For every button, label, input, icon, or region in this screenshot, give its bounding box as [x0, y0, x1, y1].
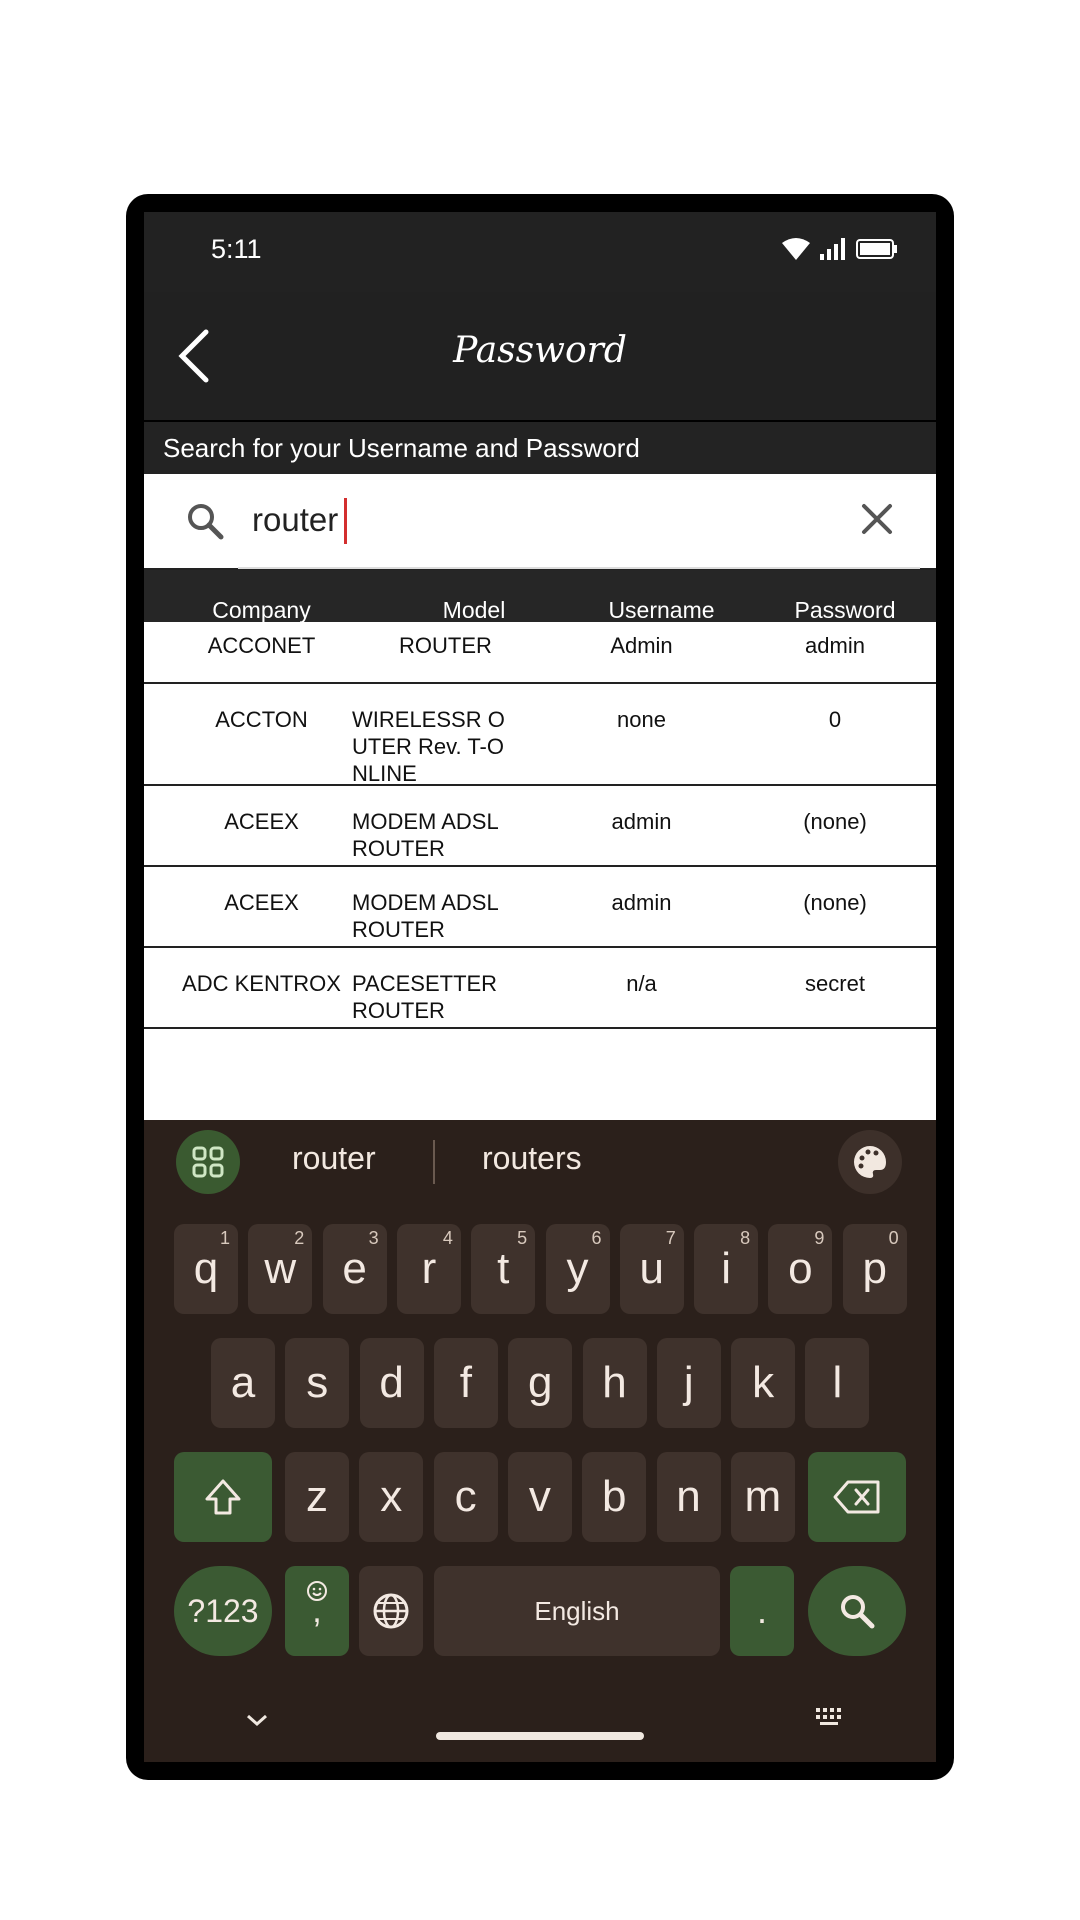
cell-model: MODEM ADSL ROUTER: [352, 890, 498, 942]
key-c[interactable]: [434, 1452, 498, 1542]
table-row[interactable]: [144, 867, 936, 948]
key-e-number-hint: 3: [368, 1228, 379, 1248]
key-g[interactable]: [508, 1338, 572, 1428]
cell-password: admin: [805, 633, 865, 658]
backspace-icon: [832, 1479, 882, 1515]
key-e-label: e: [342, 1244, 367, 1293]
period-key[interactable]: [730, 1566, 794, 1656]
key-n[interactable]: [657, 1452, 721, 1542]
key-q[interactable]: [174, 1224, 238, 1314]
key-u[interactable]: [620, 1224, 684, 1314]
key-c-label: c: [454, 1472, 477, 1521]
theme-button[interactable]: [838, 1130, 902, 1194]
wifi-icon: [782, 238, 810, 260]
table-row[interactable]: [144, 948, 936, 1029]
key-p[interactable]: [843, 1224, 907, 1314]
key-o[interactable]: [768, 1224, 832, 1314]
key-s[interactable]: [285, 1338, 349, 1428]
app-bar: [144, 292, 936, 422]
key-y[interactable]: [546, 1224, 610, 1314]
text-cursor: [344, 498, 347, 544]
key-e[interactable]: [323, 1224, 387, 1314]
soft-keyboard: [144, 1120, 936, 1762]
search-hint-label: Search for your Username and Password: [144, 422, 936, 474]
header-company: Company: [212, 596, 311, 623]
key-w[interactable]: [248, 1224, 312, 1314]
cell-username: Admin: [610, 633, 673, 658]
search-input[interactable]: [252, 494, 732, 546]
key-d-label: d: [379, 1358, 404, 1407]
key-m[interactable]: [731, 1452, 795, 1542]
cell-company: ADC KENTROX: [182, 971, 341, 996]
status-icons: [782, 238, 898, 260]
key-w-label: w: [264, 1244, 297, 1293]
key-a[interactable]: [211, 1338, 275, 1428]
cell-company: ACCONET: [207, 633, 316, 658]
header-username: Username: [608, 596, 715, 623]
cell-username: n/a: [626, 971, 657, 996]
apps-grid-button[interactable]: [176, 1130, 240, 1194]
emoji-icon: [306, 1580, 328, 1602]
key-d[interactable]: [360, 1338, 424, 1428]
key-u-number-hint: 7: [665, 1228, 676, 1248]
cell-username: admin: [611, 890, 672, 915]
search-icon: [186, 502, 224, 540]
key-o-number-hint: 9: [814, 1228, 825, 1248]
shift-key[interactable]: [174, 1452, 272, 1542]
phone-screen: [144, 212, 936, 1762]
key-t-label: t: [497, 1244, 510, 1293]
status-time: 5:11: [211, 234, 262, 264]
key-l[interactable]: [805, 1338, 869, 1428]
key-q-number-hint: 1: [219, 1228, 230, 1248]
header-password: Password: [794, 596, 896, 623]
cell-model: ROUTER: [399, 633, 492, 658]
cell-password: 0: [828, 707, 842, 732]
signal-icon: [820, 238, 846, 260]
key-b-label: b: [601, 1472, 627, 1521]
keyboard-switch-icon[interactable]: [814, 1706, 846, 1728]
key-v[interactable]: [508, 1452, 572, 1542]
key-t-number-hint: 5: [517, 1228, 528, 1248]
key-p-label: p: [862, 1244, 887, 1293]
key-t[interactable]: [471, 1224, 535, 1314]
key-a-label: a: [230, 1358, 256, 1407]
key-j-label: j: [683, 1358, 694, 1407]
suggestion-1[interactable]: router: [292, 1140, 376, 1176]
suggestion-divider: [433, 1140, 435, 1184]
gesture-nav-handle[interactable]: [436, 1732, 644, 1740]
emoji-comma-key-label: ,: [312, 1591, 322, 1630]
symbols-key[interactable]: [174, 1566, 272, 1656]
key-l-label: l: [832, 1358, 843, 1407]
key-g-label: g: [527, 1358, 553, 1407]
key-j[interactable]: [657, 1338, 721, 1428]
cell-password: (none): [803, 809, 867, 834]
key-q-label: q: [193, 1244, 219, 1293]
battery-icon: [856, 238, 898, 260]
key-w-number-hint: 2: [294, 1228, 305, 1248]
key-v-label: v: [528, 1472, 551, 1521]
language-key[interactable]: [359, 1566, 423, 1656]
cell-company: ACEEX: [224, 890, 299, 915]
key-y-number-hint: 6: [591, 1228, 602, 1248]
results-table: [144, 633, 936, 1120]
key-i-number-hint: 8: [740, 1228, 751, 1248]
cell-model: MODEM ADSL ROUTER: [352, 809, 498, 861]
symbols-key-label: ?123: [187, 1592, 259, 1629]
table-row[interactable]: [144, 684, 936, 786]
key-y-label: y: [566, 1244, 589, 1293]
key-n-label: n: [676, 1472, 701, 1521]
suggestion-2[interactable]: routers: [482, 1140, 582, 1176]
key-r-label: r: [421, 1244, 437, 1293]
apps-grid-icon: [176, 1130, 240, 1194]
key-f-label: f: [459, 1358, 472, 1407]
key-i[interactable]: [694, 1224, 758, 1314]
key-b[interactable]: [582, 1452, 646, 1542]
key-f[interactable]: [434, 1338, 498, 1428]
status-bar: [144, 212, 936, 292]
space-key-label: English: [534, 1595, 620, 1626]
cell-model: WIRELESSR OUTER Rev. T-ONLINE: [352, 707, 505, 786]
suggestion-strip: [144, 1120, 936, 1200]
key-z-label: z: [306, 1472, 328, 1521]
cell-password: (none): [803, 890, 867, 915]
key-s-label: s: [306, 1358, 329, 1407]
space-key[interactable]: [434, 1566, 720, 1656]
key-x[interactable]: [359, 1452, 423, 1542]
cell-password: secret: [805, 971, 865, 996]
cell-model: PACESETTER ROUTER: [352, 971, 498, 1023]
close-icon[interactable]: [860, 502, 894, 536]
key-i-label: i: [721, 1244, 731, 1293]
header-model: Model: [442, 596, 506, 623]
key-r-number-hint: 4: [442, 1228, 453, 1248]
table-row[interactable]: [144, 622, 936, 684]
key-m-label: m: [744, 1472, 782, 1521]
search-icon: [837, 1591, 877, 1631]
page-title: Password: [453, 330, 627, 371]
key-h-label: h: [602, 1358, 627, 1407]
search-underline: [238, 567, 920, 569]
key-r[interactable]: [397, 1224, 461, 1314]
period-key-label: .: [756, 1590, 767, 1631]
key-z[interactable]: [285, 1452, 349, 1542]
key-k[interactable]: [731, 1338, 795, 1428]
palette-icon: [838, 1130, 902, 1194]
globe-icon: [371, 1591, 411, 1631]
search-bar: [144, 474, 936, 568]
shift-icon: [201, 1475, 245, 1519]
key-u-label: u: [639, 1244, 665, 1293]
cell-company: ACEEX: [224, 809, 299, 834]
cell-username: none: [617, 707, 666, 732]
cell-company: ACCTON: [215, 707, 308, 732]
table-row[interactable]: [144, 786, 936, 867]
key-k-label: k: [752, 1358, 775, 1407]
key-x-label: x: [380, 1472, 403, 1521]
key-o-label: o: [788, 1244, 813, 1293]
backspace-key[interactable]: [808, 1452, 906, 1542]
emoji-comma-key[interactable]: [285, 1566, 349, 1656]
key-h[interactable]: [583, 1338, 647, 1428]
hide-keyboard-icon[interactable]: [244, 1712, 270, 1728]
search-key[interactable]: [808, 1566, 906, 1656]
key-p-number-hint: 0: [888, 1228, 899, 1248]
cell-username: admin: [611, 809, 672, 834]
